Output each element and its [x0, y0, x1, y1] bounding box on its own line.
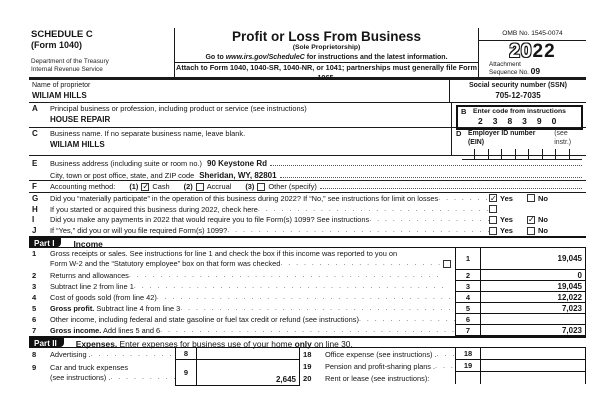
line18-box: 18 [455, 348, 481, 360]
row-c-d [29, 128, 586, 156]
irs-url: www.irs.gov/ScheduleC [225, 53, 305, 61]
expense-line-8 [29, 348, 300, 360]
line19-amount-field[interactable] [481, 360, 586, 372]
line-i-leaders [369, 216, 489, 223]
line19-number: 19 [303, 361, 312, 371]
line-b-letter: B [461, 107, 467, 116]
part2-badge: Part II [29, 338, 64, 347]
line4-text: Cost of goods sold (from line 42) [50, 293, 157, 303]
line1-text-b: Form W-2 and the “Statutory employee” box on that form was checked [50, 259, 281, 269]
line-c-block [29, 128, 452, 155]
line-h-block [29, 204, 586, 215]
part2-title-bold: Expenses. [75, 339, 118, 350]
line9-indent [32, 373, 50, 383]
line-f-letter: F [32, 182, 37, 191]
tax-year-outline: 20 [509, 41, 533, 62]
line-a-label: Principal business or profession, including product or service (see instructions) [50, 104, 307, 113]
form-title: Profit or Loss From Business [231, 29, 422, 44]
line7-leaders [160, 327, 455, 334]
line5-number: 5 [32, 304, 37, 314]
form-title-block [175, 28, 479, 82]
line20-number: 20 [303, 373, 312, 383]
line-h-checkbox[interactable] [489, 205, 497, 213]
line1-amount-field[interactable]: 19,045 [481, 248, 586, 270]
line4-box: 4 [455, 292, 481, 303]
income-line-5 [29, 303, 586, 314]
line9-number: 9 [32, 363, 37, 373]
line7-text: Add lines 5 and 6 [101, 326, 161, 336]
omb-number: OMB No. 1545-0074 [479, 28, 586, 41]
statutory-employee-checkbox[interactable] [443, 260, 451, 268]
line-j-question: If “Yes,” did you or will you file required Form(s) 1099? [50, 226, 228, 236]
line20-amount-field[interactable] [481, 372, 586, 384]
cash-label: Cash [152, 182, 170, 191]
line4-amount-field[interactable]: 12,022 [481, 292, 586, 303]
city-state-zip-field[interactable]: Sheridan, WY, 82801 [199, 171, 277, 180]
line-e-block [29, 156, 586, 181]
line6-text: Other income, including federal and state gasoline or fuel tax credit or refund (see instructions) [50, 315, 359, 325]
line-c-label: Business name. If no separate business name, leave blank. [50, 129, 246, 138]
line3-amount-field[interactable]: 19,045 [481, 281, 586, 292]
line-j-yes-label: Yes [500, 226, 513, 236]
line-c-letter: C [32, 129, 38, 138]
line-i-answers [489, 215, 583, 224]
proprietor-label: Name of proprietor [32, 82, 91, 89]
proprietor-name-field[interactable]: WILIAM HILLS [32, 91, 87, 100]
line-f-block [29, 181, 586, 193]
business-address-field[interactable]: 90 Keystone Rd [207, 159, 268, 168]
ssn-block [449, 80, 586, 102]
goto-post-text: for instructions and the latest information. [304, 53, 448, 61]
accrual-checkbox[interactable] [196, 183, 204, 191]
form-id-block [29, 28, 175, 77]
cash-checkbox[interactable] [141, 183, 149, 191]
other-label: Other (specify) [268, 182, 317, 191]
form-number-label: (Form 1040) [31, 40, 83, 50]
line3-box: 3 [455, 281, 481, 292]
line-j-block [29, 225, 586, 236]
part1-header [29, 236, 586, 248]
line1-leaders [280, 259, 443, 270]
line-h-leaders [258, 206, 489, 213]
line-j-answers [489, 226, 583, 235]
line5-amount-field[interactable]: 7,023 [481, 303, 586, 314]
line4-number: 4 [32, 293, 37, 303]
line2-leaders [129, 272, 455, 279]
line-g-leaders [438, 195, 489, 202]
line8-leaders [91, 351, 175, 358]
line-g-yes-checkbox[interactable] [489, 194, 497, 202]
ssn-label: Social security number (SSN) [468, 82, 568, 89]
line6-leaders [359, 316, 455, 323]
address-dotted-line [270, 157, 582, 166]
business-name-field[interactable]: WILIAM HILLS [50, 140, 105, 149]
part2-title [75, 338, 353, 350]
line1-number: 1 [32, 248, 37, 258]
part2-title-only: only [294, 339, 312, 350]
form-subtitle: (Sole Proprietorship) [292, 44, 361, 51]
line20-box [455, 372, 481, 384]
line7-number: 7 [32, 326, 37, 336]
line-i-no-label: No [537, 215, 548, 225]
part2-title-mid: Enter expenses for business use of your home [117, 339, 295, 350]
line3-number: 3 [32, 282, 37, 292]
attach-instructions-line: Attach to Form 1040, 1040-SR, 1040-NR, or 1041; partnerships must generally file Form 1065. [176, 62, 477, 82]
line2-number: 2 [32, 271, 37, 281]
line18-amount-field[interactable] [481, 348, 586, 360]
other-checkbox[interactable] [257, 183, 265, 191]
line5-leaders [180, 305, 455, 312]
income-line-4 [29, 292, 586, 303]
line-i-no-checkbox[interactable] [527, 216, 535, 224]
part1-badge: Part I [29, 238, 61, 247]
tax-year [479, 42, 586, 61]
line9-label-a: Car and truck expenses [50, 363, 129, 373]
line20-label: Rent or lease (see instructions): [325, 373, 430, 383]
accounting-method-label: Accounting method: [50, 182, 116, 191]
line18-number: 18 [303, 349, 312, 359]
part2-header [29, 336, 586, 348]
part1-title: Income [73, 239, 103, 250]
line8-number: 8 [32, 349, 37, 359]
line2-text: Returns and allowances [50, 271, 129, 281]
line-e-letter: E [32, 159, 38, 168]
expense-line-18 [300, 348, 586, 360]
line8-box: 8 [175, 348, 197, 360]
accrual-label: Accrual [206, 182, 232, 191]
line-h-question: If you started or acquired this business during 2022, check here [50, 204, 258, 214]
city-dotted-line [280, 169, 582, 178]
line8-label: Advertising . [50, 349, 91, 359]
proprietor-block [29, 80, 449, 102]
line-g-no-label: No [537, 193, 548, 203]
irs-label: Internal Revenue Service [31, 65, 103, 73]
line6-box: 6 [455, 314, 481, 325]
line-g-block [29, 193, 586, 204]
line19-leaders [435, 363, 455, 370]
line-h-answer [489, 205, 583, 213]
line3-leaders [134, 283, 455, 290]
line-d-note: (see instr.) [554, 130, 572, 146]
line-j-no-checkbox[interactable] [527, 227, 535, 235]
opt1-number: (1) [129, 182, 139, 191]
line-a-block [29, 103, 452, 127]
line7-text-bold: Gross income. [50, 326, 102, 336]
line2-box: 2 [455, 270, 481, 281]
goto-pre-text: Go to [205, 53, 226, 61]
line9-leaders [110, 373, 175, 383]
line4-leaders [157, 294, 455, 301]
sequence-label: Sequence No. [489, 69, 531, 76]
line9-box: 9 [175, 360, 197, 386]
line8-amount-field[interactable] [197, 348, 300, 360]
row-a-b [29, 103, 586, 128]
goto-instructions-line [175, 53, 478, 62]
line1-text-a: Gross receipts or sales. See instructions for line 1 and check the box if this income was reported to you on [50, 248, 398, 258]
sequence-number [479, 68, 586, 76]
income-line-6 [29, 314, 586, 325]
income-line-2 [29, 270, 586, 281]
line-b-block [452, 103, 586, 127]
business-code-box [456, 105, 583, 130]
income-line-1 [29, 248, 586, 270]
line5-text: Subtract line 4 from line 3 [94, 304, 181, 314]
line-j-leaders [227, 227, 489, 234]
city-state-zip-label: City, town or post office, state, and ZIP code [50, 171, 195, 180]
line5-text-bold: Gross profit. [50, 304, 95, 314]
business-code-field[interactable]: 238390 [478, 116, 567, 126]
dept-treasury-label: Department of the Treasury [31, 58, 109, 65]
line-i-yes-label: Yes [500, 215, 513, 225]
line6-number: 6 [32, 315, 37, 325]
line18-leaders [437, 351, 455, 358]
attachment-label: Attachment [489, 61, 521, 68]
line-a-letter: A [32, 104, 38, 113]
expense-line-19 [300, 360, 586, 372]
line-g-answers [489, 194, 583, 203]
expenses-grid [29, 348, 586, 386]
line9-amount-field[interactable]: 2,645 [197, 360, 300, 386]
line6-amount-field[interactable] [481, 314, 586, 325]
line-e-label: Business address (including suite or room no.) [50, 159, 202, 168]
form-header [29, 28, 586, 80]
line-b-label: Enter code from instructions [473, 108, 566, 115]
expenses-right-column [300, 348, 586, 384]
schedule-label: SCHEDULE C [31, 29, 93, 40]
expense-line-9 [29, 360, 300, 386]
line-j-letter: J [32, 226, 37, 236]
line-d-block [452, 128, 586, 155]
line-g-question: Did you “materially participate” in the operation of this business during 2022? If “No,” see instructions for limit on losses [50, 193, 439, 203]
opt3-number: (3) [245, 182, 255, 191]
line1-box: 1 [455, 248, 481, 270]
line19-box: 19 [455, 360, 481, 372]
line7-box: 7 [455, 325, 481, 336]
line-g-letter: G [32, 193, 39, 203]
line9-label-b: (see instructions) . [50, 373, 111, 383]
line-i-letter: I [32, 215, 35, 225]
line-i-yes-checkbox[interactable] [489, 216, 497, 224]
line19-label: Pension and profit-sharing plans . [325, 361, 436, 371]
opt2-number: (2) [183, 182, 193, 191]
tax-year-bold: 22 [532, 41, 556, 62]
line-g-no-checkbox[interactable] [527, 194, 535, 202]
line-d-label: Employer ID number (EIN) [468, 130, 536, 146]
principal-business-field[interactable]: HOUSE REPAIR [50, 115, 111, 124]
line2-amount-field[interactable]: 0 [481, 270, 586, 281]
line3-text: Subtract line 2 from line 1 [50, 282, 134, 292]
line-i-block [29, 215, 586, 226]
line-i-question: Did you make any payments in 2022 that would require you to file Form(s) 1099? See instructions [50, 215, 370, 225]
expense-line-20 [300, 372, 586, 384]
line-g-yes-label: Yes [500, 193, 513, 203]
line-j-no-label: No [537, 226, 548, 236]
line-j-yes-checkbox[interactable] [489, 227, 497, 235]
income-line-7 [29, 325, 586, 336]
expenses-left-column [29, 348, 300, 386]
line18-label: Office expense (see instructions) . [325, 349, 437, 359]
income-line-3 [29, 281, 586, 292]
line5-box: 5 [455, 303, 481, 314]
form-body [29, 28, 586, 386]
ssn-field[interactable]: 705-12-7035 [495, 91, 541, 100]
omb-year-block [479, 28, 586, 77]
line-h-letter: H [32, 204, 38, 214]
line-d-letter: D [456, 129, 462, 138]
line7-amount-field[interactable]: 7,023 [481, 325, 586, 336]
proprietor-row [29, 80, 586, 103]
sequence-no-value: 09 [530, 66, 541, 76]
other-specify-line[interactable] [320, 182, 582, 189]
part2-title-end: on line 30. [311, 339, 353, 350]
